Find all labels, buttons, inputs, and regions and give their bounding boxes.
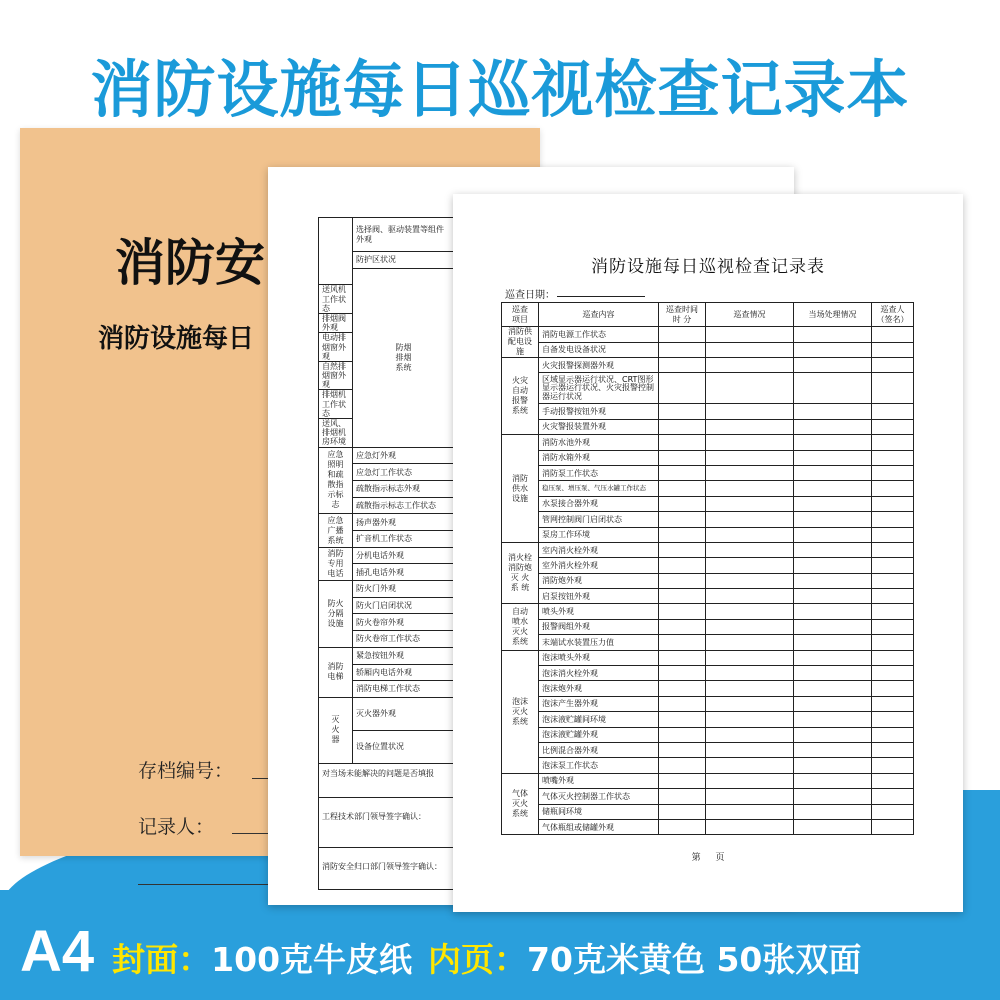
row-item: 泡沫炮外观: [539, 681, 659, 696]
row-blank-cell: [706, 512, 794, 527]
column-header: 巡查情况: [706, 303, 794, 327]
row-item: 气体瓶组或储罐外观: [539, 819, 659, 834]
table-row: [502, 481, 914, 496]
row-category: 自动 喷水 灭火 系统: [502, 604, 539, 650]
paper-size-label: A4: [20, 919, 95, 984]
row-blank-cell: [872, 465, 914, 480]
row-blank-cell: [659, 789, 706, 804]
row-blank-cell: [706, 435, 794, 450]
table-row: [502, 435, 914, 450]
row-item: 泵房工作环境: [539, 527, 659, 542]
row-item: 排烟机工作状态: [319, 390, 353, 419]
inner-spec-label: 内页：: [428, 940, 528, 979]
row-blank-cell: [794, 604, 872, 619]
row-item: 应急灯外观: [353, 447, 455, 464]
row-blank-cell: [794, 327, 872, 343]
row-blank-cell: [706, 773, 794, 788]
row-item: 手动报警按钮外观: [539, 404, 659, 419]
row-item: 区域显示器运行状况、CRT图形显示器运行状况、火灾报警控制器运行状况: [539, 373, 659, 404]
row-blank-cell: [794, 450, 872, 465]
row-blank-cell: [794, 435, 872, 450]
row-blank-cell: [872, 527, 914, 542]
table-row: [502, 465, 914, 480]
row-item: 扩音机工作状态: [353, 531, 455, 548]
spec-bar: [20, 918, 877, 982]
unresolved-note: 对当场未能解决的问题是否填报: [319, 763, 789, 797]
row-blank-cell: [872, 404, 914, 419]
row-blank-cell: [706, 696, 794, 711]
row-item: 灭火器外观: [353, 697, 455, 730]
row-blank-cell: [706, 542, 794, 557]
row-item: 管网控制阀门启闭状态: [539, 512, 659, 527]
row-item: 消防电梯工作状态: [353, 681, 455, 698]
row-blank-cell: [706, 789, 794, 804]
row-item: 稳压泵、增压泵、气压水罐工作状态: [539, 481, 659, 496]
row-blank-cell: [872, 681, 914, 696]
row-blank-cell: [794, 681, 872, 696]
row-blank-cell: [794, 527, 872, 542]
row-item: 疏散指示标志工作状态: [353, 497, 455, 514]
row-blank-cell: [659, 742, 706, 757]
inspection-date-label: 巡查日期：: [505, 290, 555, 301]
table-row: [502, 727, 914, 742]
row-item: 储瓶间环境: [539, 804, 659, 819]
cover-spec-label: 封面：: [112, 940, 212, 979]
row-blank-cell: [794, 589, 872, 604]
row-blank-cell: [872, 573, 914, 588]
row-blank-cell: [872, 604, 914, 619]
row-blank-cell: [659, 819, 706, 834]
table-row: [502, 542, 914, 557]
row-blank-cell: [872, 435, 914, 450]
row-blank-cell: [659, 727, 706, 742]
row-item: 消防水池外观: [539, 435, 659, 450]
table-row: [502, 358, 914, 373]
row-blank-cell: [706, 758, 794, 773]
row-blank-cell: [706, 527, 794, 542]
row-blank-cell: [706, 589, 794, 604]
row-item: 送风机工作状态: [319, 285, 353, 314]
recorder-label: 记录人：: [138, 816, 215, 838]
row-blank-cell: [659, 589, 706, 604]
table-row: [502, 773, 914, 788]
row-blank-cell: [659, 496, 706, 511]
row-blank-cell: [706, 681, 794, 696]
archive-number-label: 存档编号：: [138, 760, 234, 782]
row-blank-cell: [794, 419, 872, 434]
row-blank-cell: [794, 773, 872, 788]
row-blank-cell: [872, 819, 914, 834]
table-row: [502, 604, 914, 619]
inner-page-front: [453, 194, 963, 912]
row-item: 喷头外观: [539, 604, 659, 619]
table-row: [502, 742, 914, 757]
table-row: [502, 789, 914, 804]
row-blank-cell: [706, 373, 794, 404]
row-item: 应急灯工作状态: [353, 464, 455, 481]
row-category: 防火 分隔 设施: [319, 581, 353, 648]
table-row: [502, 681, 914, 696]
row-blank-cell: [659, 435, 706, 450]
row-blank-cell: [706, 650, 794, 665]
table-row: [502, 804, 914, 819]
row-blank-cell: [659, 342, 706, 358]
row-blank-cell: [794, 758, 872, 773]
row-blank-cell: [794, 819, 872, 834]
table-row: [502, 819, 914, 834]
row-blank-cell: [706, 404, 794, 419]
row-blank-cell: [659, 419, 706, 434]
row-category: 消防 供水 设施: [502, 435, 539, 543]
row-blank-cell: [706, 327, 794, 343]
row-item: 泡沫消火栓外观: [539, 666, 659, 681]
table-row: [502, 650, 914, 665]
row-blank-cell: [659, 773, 706, 788]
row-blank-cell: [794, 696, 872, 711]
row-category: 消火栓 消防炮 灭 火 系 统: [502, 542, 539, 604]
inner-spec-value: 70克米黄色 50张双面: [527, 940, 862, 979]
row-blank-cell: [794, 727, 872, 742]
row-blank-cell: [872, 804, 914, 819]
row-blank-cell: [659, 465, 706, 480]
column-header: 巡查人 （签名）: [872, 303, 914, 327]
row-blank-cell: [706, 481, 794, 496]
row-item: 消防泵工作状态: [539, 465, 659, 480]
row-blank-cell: [794, 742, 872, 757]
row-blank-cell: [659, 758, 706, 773]
row-item: 分机电话外观: [353, 547, 455, 564]
row-blank-cell: [794, 619, 872, 634]
row-blank-cell: [872, 327, 914, 343]
row-category: 防烟 排烟 系统: [353, 268, 455, 447]
row-blank-cell: [706, 666, 794, 681]
row-blank-cell: [872, 789, 914, 804]
row-blank-cell: [872, 358, 914, 373]
table-row: [502, 419, 914, 434]
row-blank-cell: [659, 373, 706, 404]
row-item: 气体灭火控制器工作状态: [539, 789, 659, 804]
row-category: [319, 218, 353, 285]
row-blank-cell: [659, 619, 706, 634]
row-blank-cell: [706, 712, 794, 727]
row-blank-cell: [659, 481, 706, 496]
row-blank-cell: [872, 542, 914, 557]
page-number-footer: 第 页: [691, 853, 725, 863]
row-blank-cell: [794, 558, 872, 573]
row-category: 消防供 配电设 施: [502, 327, 539, 358]
row-item: 防火卷帘外观: [353, 614, 455, 631]
row-blank-cell: [706, 558, 794, 573]
column-header: 巡查时间 时 分: [659, 303, 706, 327]
row-blank-cell: [659, 650, 706, 665]
row-item: 消防电源工作状态: [539, 327, 659, 343]
cover-subtitle: 消防设施每日: [98, 324, 255, 354]
row-blank-cell: [872, 558, 914, 573]
row-blank-cell: [706, 742, 794, 757]
table-row: [502, 696, 914, 711]
row-item: 火灾报警探测器外观: [539, 358, 659, 373]
row-item: 插孔电话外观: [353, 564, 455, 581]
row-category: 泡沫 灭火 系统: [502, 650, 539, 773]
row-blank-cell: [794, 573, 872, 588]
row-item: 启泵按钮外观: [539, 589, 659, 604]
table-row: [502, 404, 914, 419]
row-item: 泡沫泵工作状态: [539, 758, 659, 773]
row-item: 送风、排烟机房环境: [319, 419, 353, 448]
row-blank-cell: [706, 727, 794, 742]
row-blank-cell: [872, 727, 914, 742]
banner-title: 消防设施每日巡视检查记录本: [90, 53, 910, 126]
row-blank-cell: [872, 696, 914, 711]
row-item: 设备位置状况: [353, 730, 455, 763]
row-blank-cell: [659, 573, 706, 588]
row-blank-cell: [659, 542, 706, 557]
row-blank-cell: [706, 635, 794, 650]
row-blank-cell: [872, 635, 914, 650]
table-row: [502, 450, 914, 465]
table-row: [502, 512, 914, 527]
row-item: 末端试水装置压力值: [539, 635, 659, 650]
row-blank-cell: [706, 573, 794, 588]
row-blank-cell: [872, 481, 914, 496]
row-category: 应急 广播 系统: [319, 514, 353, 547]
row-item: 扬声器外观: [353, 514, 455, 531]
table-row: [502, 327, 914, 343]
row-category: 灭 火 器: [319, 697, 353, 763]
row-blank-cell: [872, 619, 914, 634]
safety-sign-label: 消防安全归口部门领导签字确认：: [319, 847, 789, 889]
row-blank-cell: [794, 712, 872, 727]
engineering-sign-label: 工程技术部门领导签字确认：: [319, 797, 789, 847]
row-item: 比例混合器外观: [539, 742, 659, 757]
table-row: [502, 342, 914, 358]
row-item: 选择阀、驱动装置等组件外观: [353, 218, 455, 252]
row-item: 防护区状况: [353, 252, 455, 269]
row-item: 泡沫液贮罐间环境: [539, 712, 659, 727]
row-blank-cell: [794, 358, 872, 373]
row-item: 轿厢内电话外观: [353, 664, 455, 681]
row-blank-cell: [659, 666, 706, 681]
row-item: 电动排烟窗外观: [319, 333, 353, 362]
row-blank-cell: [706, 604, 794, 619]
row-blank-cell: [872, 712, 914, 727]
row-blank-cell: [872, 742, 914, 757]
row-blank-cell: [794, 465, 872, 480]
row-blank-cell: [872, 373, 914, 404]
row-item: 防火卷帘工作状态: [353, 631, 455, 648]
row-category: 应急 照明 和疏 散指 示标 志: [319, 447, 353, 514]
row-item: 自然排烟窗外观: [319, 361, 353, 390]
row-blank-cell: [706, 496, 794, 511]
row-item: 报警阀组外观: [539, 619, 659, 634]
row-blank-cell: [659, 635, 706, 650]
row-item: 喷嘴外观: [539, 773, 659, 788]
row-blank-cell: [872, 512, 914, 527]
table-row: [502, 527, 914, 542]
table-row: [502, 496, 914, 511]
row-item: 水泵接合器外观: [539, 496, 659, 511]
row-item: 室内消火栓外观: [539, 542, 659, 557]
row-category: 火灾 自动 报警 系统: [502, 358, 539, 435]
row-blank-cell: [794, 481, 872, 496]
row-blank-cell: [872, 450, 914, 465]
row-item: 消防炮外观: [539, 573, 659, 588]
row-blank-cell: [706, 358, 794, 373]
row-blank-cell: [794, 635, 872, 650]
row-blank-cell: [872, 496, 914, 511]
row-item: 防火门外观: [353, 581, 455, 598]
row-blank-cell: [794, 804, 872, 819]
table-row: [502, 619, 914, 634]
header-row: [502, 303, 914, 327]
row-item: 排烟阀外观: [319, 313, 353, 332]
row-blank-cell: [706, 419, 794, 434]
row-blank-cell: [794, 512, 872, 527]
table-row: [502, 712, 914, 727]
column-header: 巡查 项目: [502, 303, 539, 327]
row-blank-cell: [872, 419, 914, 434]
inspection-date-line: [557, 296, 645, 297]
record-table-title: 消防设施每日巡视检查记录表: [591, 257, 825, 277]
row-item: 泡沫产生器外观: [539, 696, 659, 711]
row-blank-cell: [706, 465, 794, 480]
row-item: 自备发电设备状况: [539, 342, 659, 358]
table-row: [502, 758, 914, 773]
row-item: 火灾警报装置外观: [539, 419, 659, 434]
row-item: 消防水箱外观: [539, 450, 659, 465]
row-item: 泡沫喷头外观: [539, 650, 659, 665]
row-blank-cell: [706, 450, 794, 465]
row-blank-cell: [659, 404, 706, 419]
table-row: [502, 373, 914, 404]
row-blank-cell: [872, 589, 914, 604]
row-blank-cell: [872, 666, 914, 681]
cover-title: 消防安: [115, 233, 265, 292]
row-blank-cell: [659, 696, 706, 711]
row-blank-cell: [794, 789, 872, 804]
table-row: [502, 635, 914, 650]
row-blank-cell: [659, 804, 706, 819]
row-blank-cell: [659, 681, 706, 696]
row-blank-cell: [872, 773, 914, 788]
row-item: 泡沫液贮罐外观: [539, 727, 659, 742]
row-blank-cell: [872, 342, 914, 358]
row-blank-cell: [872, 650, 914, 665]
row-item: 疏散指示标志外观: [353, 480, 455, 497]
row-category: 消防 专用 电话: [319, 547, 353, 580]
cover-spec-value: 100克牛皮纸: [211, 940, 413, 979]
row-blank-cell: [872, 758, 914, 773]
row-blank-cell: [659, 712, 706, 727]
row-item: 室外消火栓外观: [539, 558, 659, 573]
record-table: [501, 302, 914, 835]
row-blank-cell: [794, 496, 872, 511]
row-item: 紧急按钮外观: [353, 647, 455, 664]
row-blank-cell: [706, 819, 794, 834]
row-blank-cell: [706, 342, 794, 358]
row-blank-cell: [794, 373, 872, 404]
row-blank-cell: [706, 619, 794, 634]
row-blank-cell: [794, 666, 872, 681]
row-blank-cell: [794, 650, 872, 665]
row-blank-cell: [794, 542, 872, 557]
table-row: [502, 573, 914, 588]
row-category: 气体 灭火 系统: [502, 773, 539, 835]
column-header: 巡查内容: [539, 303, 659, 327]
table-row: [502, 666, 914, 681]
row-blank-cell: [659, 450, 706, 465]
table-row: [502, 558, 914, 573]
row-blank-cell: [659, 358, 706, 373]
row-blank-cell: [659, 558, 706, 573]
row-blank-cell: [794, 404, 872, 419]
row-category: 消防 电梯: [319, 647, 353, 697]
row-blank-cell: [659, 527, 706, 542]
row-blank-cell: [659, 604, 706, 619]
row-blank-cell: [659, 327, 706, 343]
row-blank-cell: [794, 342, 872, 358]
column-header: 当场处理情况: [794, 303, 872, 327]
row-blank-cell: [659, 512, 706, 527]
row-item: 防火门启闭状况: [353, 597, 455, 614]
row-blank-cell: [706, 804, 794, 819]
table-row: [502, 589, 914, 604]
